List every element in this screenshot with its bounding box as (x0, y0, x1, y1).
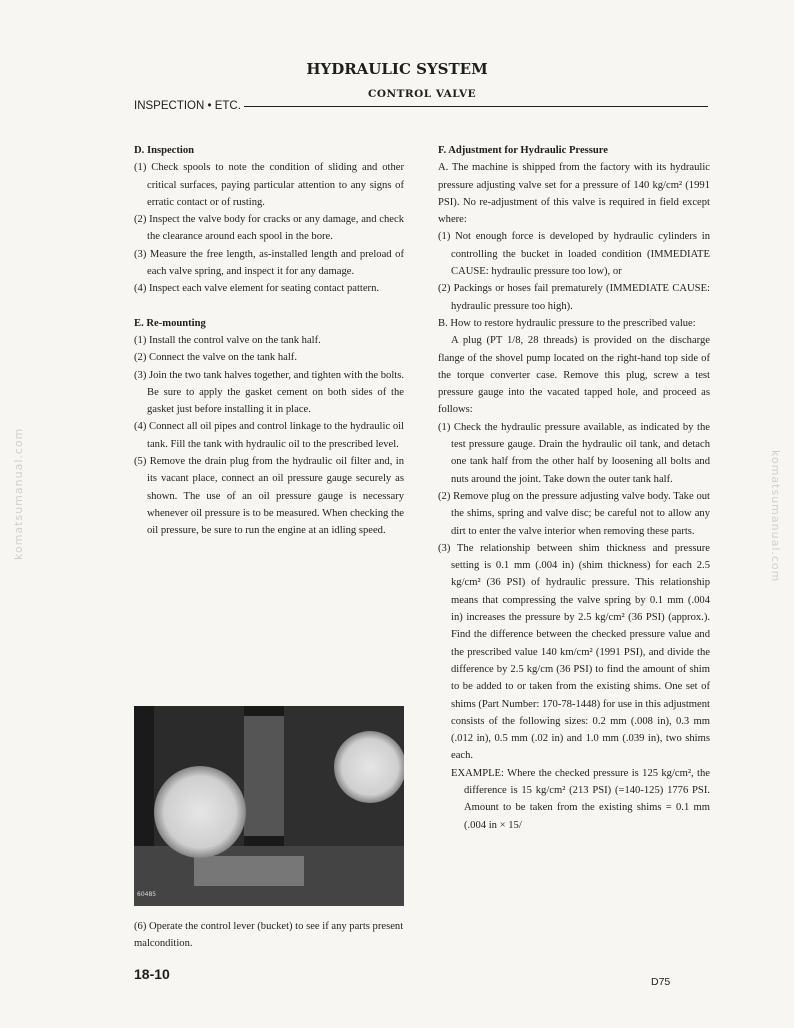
list-item: (1) Not enough force is developed by hydraulic cylinders in controlling the bucket in loaded condition (IMMEDIATE CAUSE: hydraulic pressure too low), or (438, 231, 710, 278)
section-heading-adjustment: F. Adjustment for Hydraulic Pressure (438, 145, 608, 156)
paragraph: B. How to restore hydraulic pressure to the prescribed value: (438, 317, 696, 329)
list-item: (3) Join the two tank halves together, and tighten with the bolts. Be sure to apply the gasket cement on both sides of the gasket just before installing it in place. (134, 369, 404, 416)
right-column (438, 142, 710, 834)
photo-code: 60485 (137, 891, 157, 898)
section-heading-inspection: D. Inspection (134, 145, 195, 156)
model-code: D75 (651, 976, 671, 988)
list-item: (3) The relationship between shim thickness and pressure setting is 0.1 mm (.004 in) (shim thickness) for each 2.5 kg/cm² (36 PSI) of hydraulic pressure. This relationship means that compressing the valve spring by 0.1 mm (.004 in) increases the pressure by 2.5 kg/cm² (36 PSI) (approx.). Find the difference between the checked pressure value and the prescribed value 140 km/cm² (1991 PSI), and divide the difference by 2.5 kg/cm (36 PSI) to find the amount of shim to be added to or taken from the existing shims. One set of shims (Part Number: 170-78-1448) for use in this adjustment consists of the following sizes: 0.2 mm (.008 in), 0.3 mm (.012 in), 0.5 mm (.02 in) and 1.0 mm (.039 in), two shims each. (438, 542, 710, 762)
gauge-icon (334, 731, 404, 803)
list-item: (3) Measure the free length, as-installed length and preload of each valve spring, and inspect it for any damage. (134, 248, 404, 278)
list-item: (2) Connect the valve on the tank half. (134, 352, 297, 364)
list-item: (4) Inspect each valve element for seating contact pattern. (134, 283, 380, 295)
list-item: (2) Remove plug on the pressure adjusting valve body. Take out the shims, spring and valve disc; be careful not to allow any dirt to enter the valve interior when removing these parts. (438, 490, 710, 537)
list-item: (2) Packings or hoses fail prematurely (IMMEDIATE CAUSE: hydraulic pressure too high). (438, 283, 710, 312)
photo-caption: (6) Operate the control lever (bucket) to see if any parts present malcondition. (134, 921, 404, 950)
list-item: (2) Inspect the valve body for cracks or any damage, and check the clearance around each spool in the bore. (134, 214, 404, 243)
watermark-left: komatsumanual.com (12, 427, 25, 560)
header-rule (244, 106, 708, 107)
example-paragraph: EXAMPLE: Where the checked pressure is 125 kg/cm², the difference is 15 kg/cm² (213 PSI) (=140-125) 1776 PSI. Amount to be taken from the existing shims = 0.1 mm (.004 in × 15/ (451, 767, 710, 831)
page-subtitle: CONTROL VALVE (368, 88, 477, 100)
list-item: (4) Connect all oil pipes and control linkage to the hydraulic oil tank. Fill the tank with hydraulic oil to the prescribed level. (134, 421, 404, 450)
pressure-gauge-photo (134, 706, 404, 906)
page-title: HYDRAULIC SYSTEM (306, 60, 488, 78)
list-item: (1) Check spools to note the condition of sliding and other critical surfaces, paying particular attention to any signs of erratic contact or of rusting. (134, 162, 404, 208)
list-item: (1) Check the hydraulic pressure available, as indicated by the test pressure gauge. Drain the hydraulic oil tank, and detach one tank half from the other half by loosening all bolts and nuts around the joint. Take down the outer tank half. (438, 421, 710, 485)
left-column (134, 142, 404, 540)
paragraph: A. The machine is shipped from the factory with its hydraulic pressure adjusting valve set for a pressure of 140 kg/cm² (1991 PSI). No re-adjustment of this valve is required in field except where: (438, 162, 710, 226)
watermark-right: komatsumanual.com (769, 450, 782, 583)
paragraph: A plug (PT 1/8, 28 threads) is provided on the discharge flange of the shovel pump located on the right-hand top side of the torque converter case. Remove this plug, screw a test pressure gauge into the vacated tapped hole, and proceed as follows: (438, 335, 710, 416)
section-label: INSPECTION • ETC. (134, 100, 241, 112)
gauge-icon (154, 766, 246, 858)
page-number: 18-10 (134, 966, 170, 982)
section-heading-remounting: E. Re-mounting (134, 317, 206, 329)
list-item: (5) Remove the drain plug from the hydraulic oil filter and, in its vacant place, connect an oil pressure gauge securely as shown. The use of an oil pressure gauge is necessary whenever oil pressure is to be measured. When checking the oil pressure, be sure to run the engine at an idling speed. (134, 456, 404, 537)
list-item: (1) Install the control valve on the tank half. (134, 334, 321, 346)
